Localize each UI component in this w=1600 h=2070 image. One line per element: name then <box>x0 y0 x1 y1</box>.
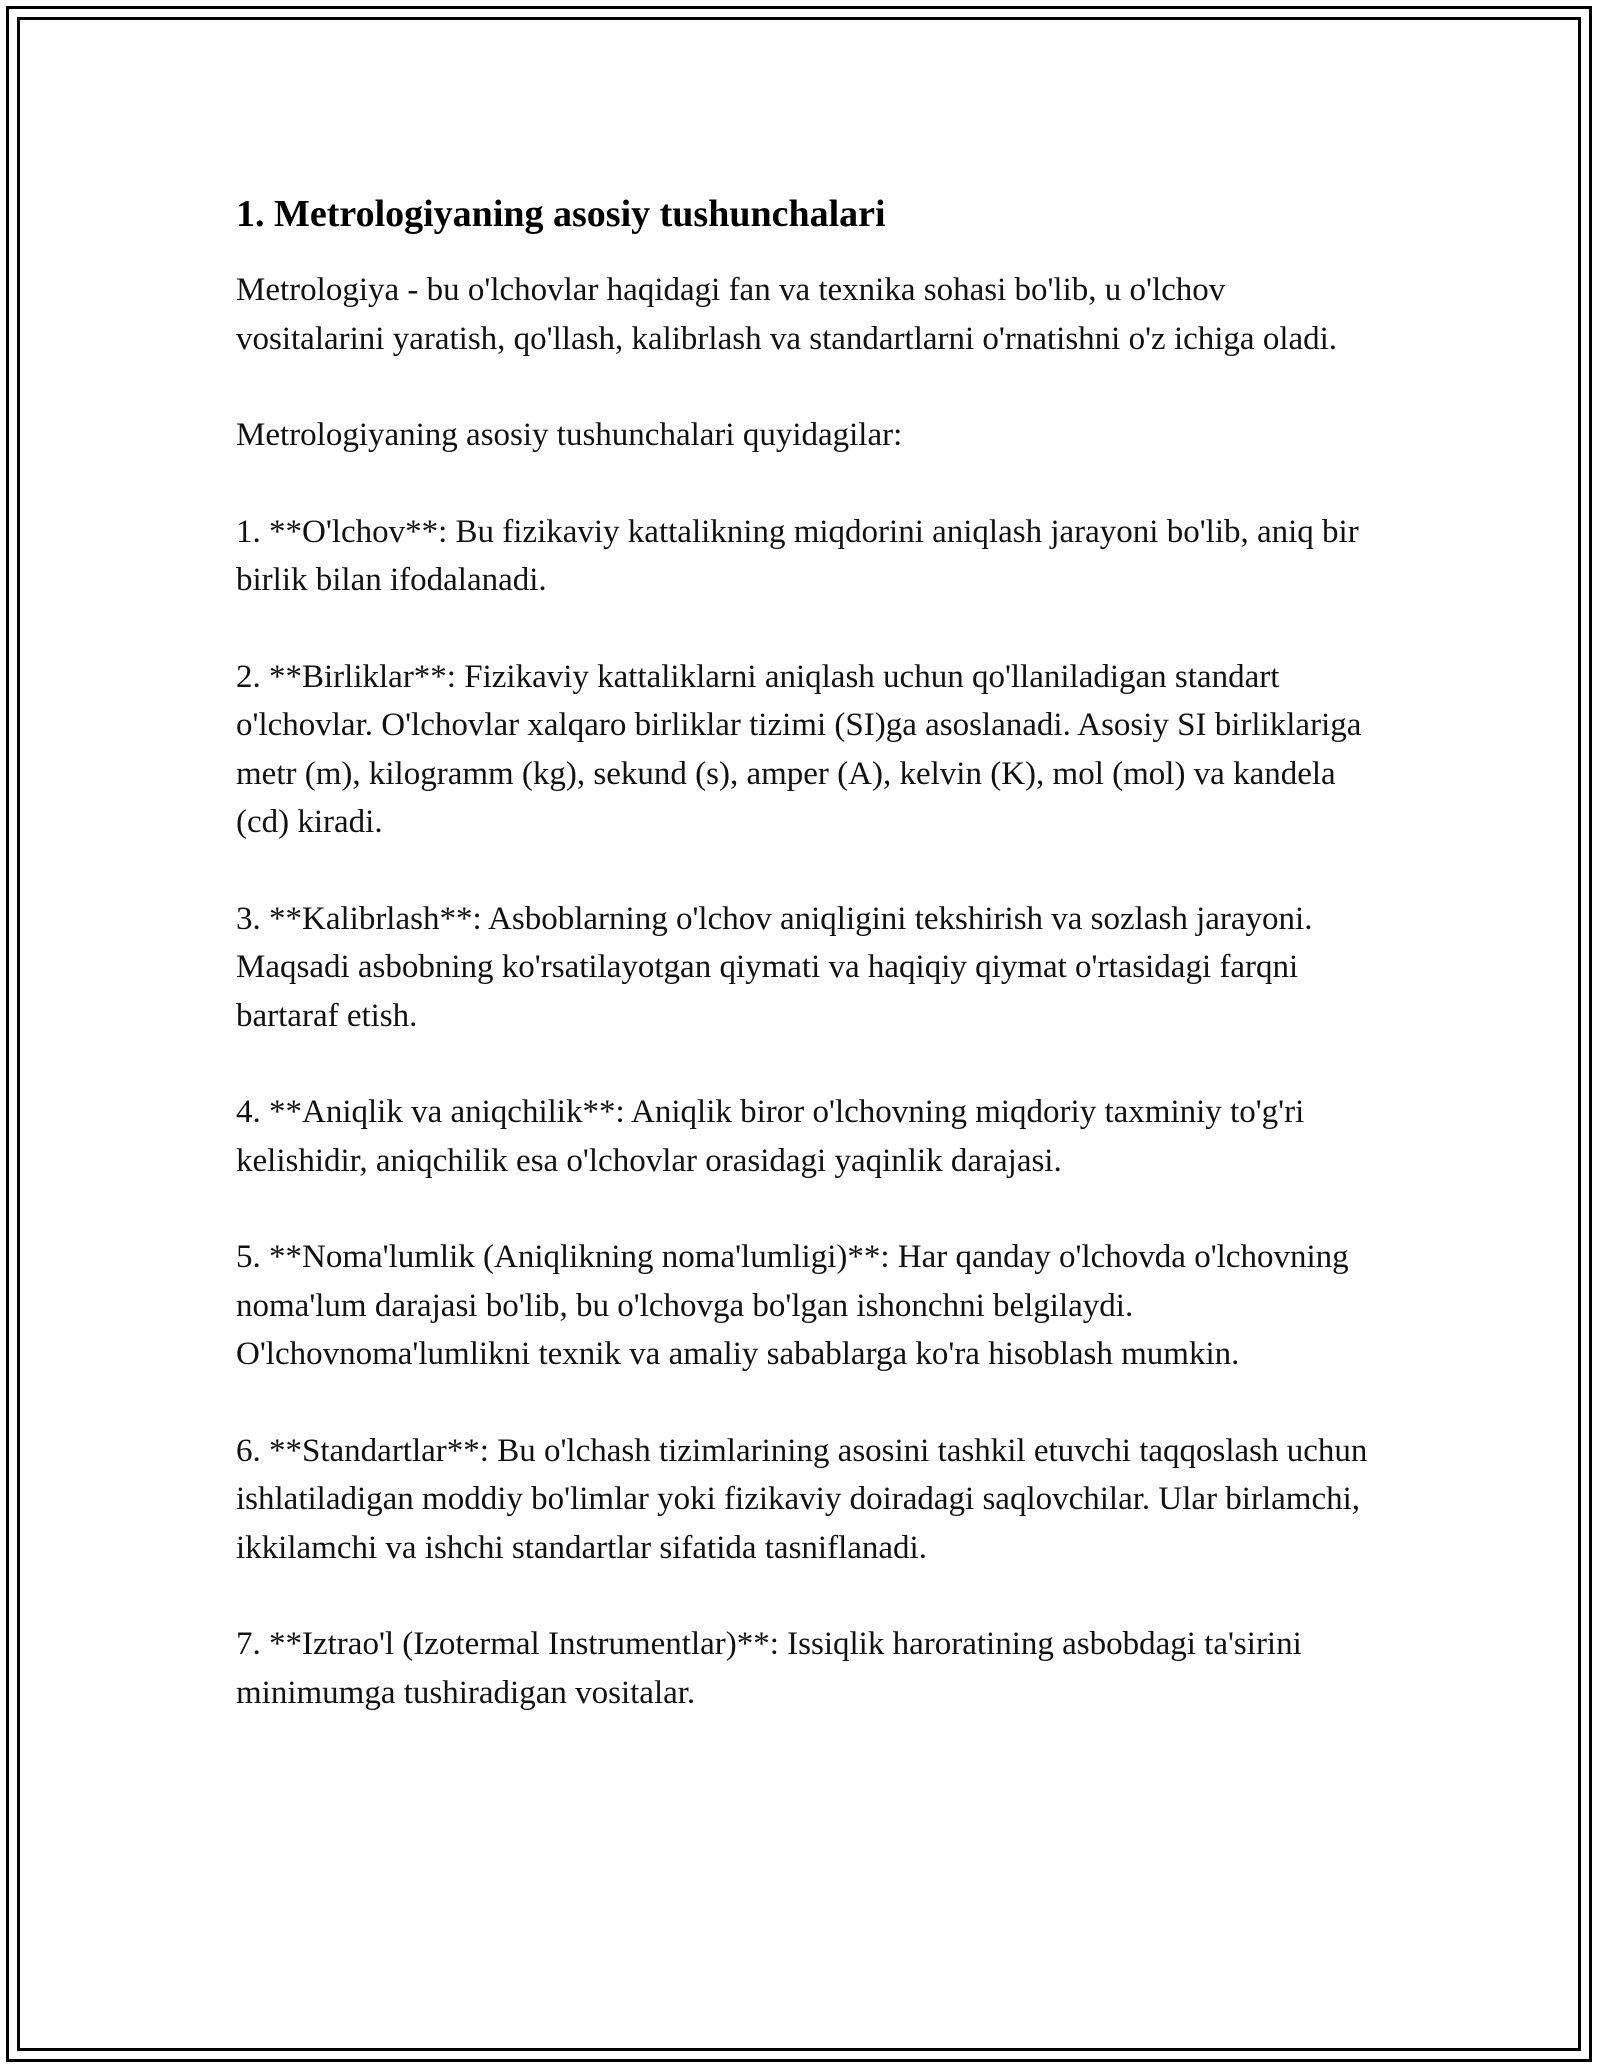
list-item-iztraol: 7. **Iztrao'l (Izotermal Instrumentlar)**: Issiqlik haroratining asbobdagi ta'sirini minimumga tushiradigan vositalar. <box>236 1626 1302 1711</box>
list-item-olchov: 1. **O'lchov**: Bu fizikaviy kattalikning miqdorini aniqlash jarayoni bo'lib, aniq bir birlik bilan ifodalanadi. <box>236 513 1359 598</box>
lead-paragraph: Metrologiyaning asosiy tushunchalari quyidagilar: <box>236 417 903 453</box>
list-item-standartlar: 6. **Standartlar**: Bu o'lchash tizimlarining asosini tashkil etuvchi taqqoslash uchun ishlatiladigan moddiy bo'limlar yoki fizikaviy doiradagi saqlovchilar. Ular birlamchi, ikkilamchi va ishchi standartlar sifatida tasniflanadi. <box>236 1432 1368 1566</box>
list-item-kalibrlash: 3. **Kalibrlash**: Asboblarning o'lchov aniqligini tekshirish va sozlash jarayoni. Maqsadi asbobning ko'rsatilayotgan qiymati va haqiqiy qiymat o'rtasidagi farqni bartaraf etish. <box>236 900 1313 1034</box>
list-item-aniqlik: 4. **Aniqlik va aniqchilik**: Aniqlik biror o'lchovning miqdoriy taxminiy to'g'ri kelishidir, aniqchilik esa o'lchovlar orasidagi yaqinlik darajasi. <box>236 1094 1305 1179</box>
list-item-nomalumlik: 5. **Noma'lumlik (Aniqlikning noma'lumligi)**: Har qanday o'lchovda o'lchovning noma'lum darajasi bo'lib, bu o'lchovga bo'lgan ishonchni belgilaydi. O'lchovnoma'lumlikni texnik va amaliy sabablarga ko'ra hisoblash mumkin. <box>236 1239 1349 1372</box>
intro-paragraph: Metrologiya - bu o'lchovlar haqidagi fan va texnika sohasi bo'lib, u o'lchov vositalarini yaratish, qo'llash, kalibrlash va standartlarni o'rnatishni o'z ichiga oladi. <box>236 272 1338 357</box>
document-title: 1. Metrologiyaning asosiy tushunchalari <box>236 193 886 235</box>
document-body <box>236 188 1376 1765</box>
list-item-birliklar: 2. **Birliklar**: Fizikaviy kattaliklarni aniqlash uchun qo'llaniladigan standart o'lchovlar. O'lchovlar xalqaro birliklar tizimi (SI)ga asoslanadi. Asosiy SI birliklariga metr (m), kilogramm (kg), sekund (s), amper (A), kelvin (K), mol (mol) va kandela (cd) kiradi. <box>236 658 1362 840</box>
